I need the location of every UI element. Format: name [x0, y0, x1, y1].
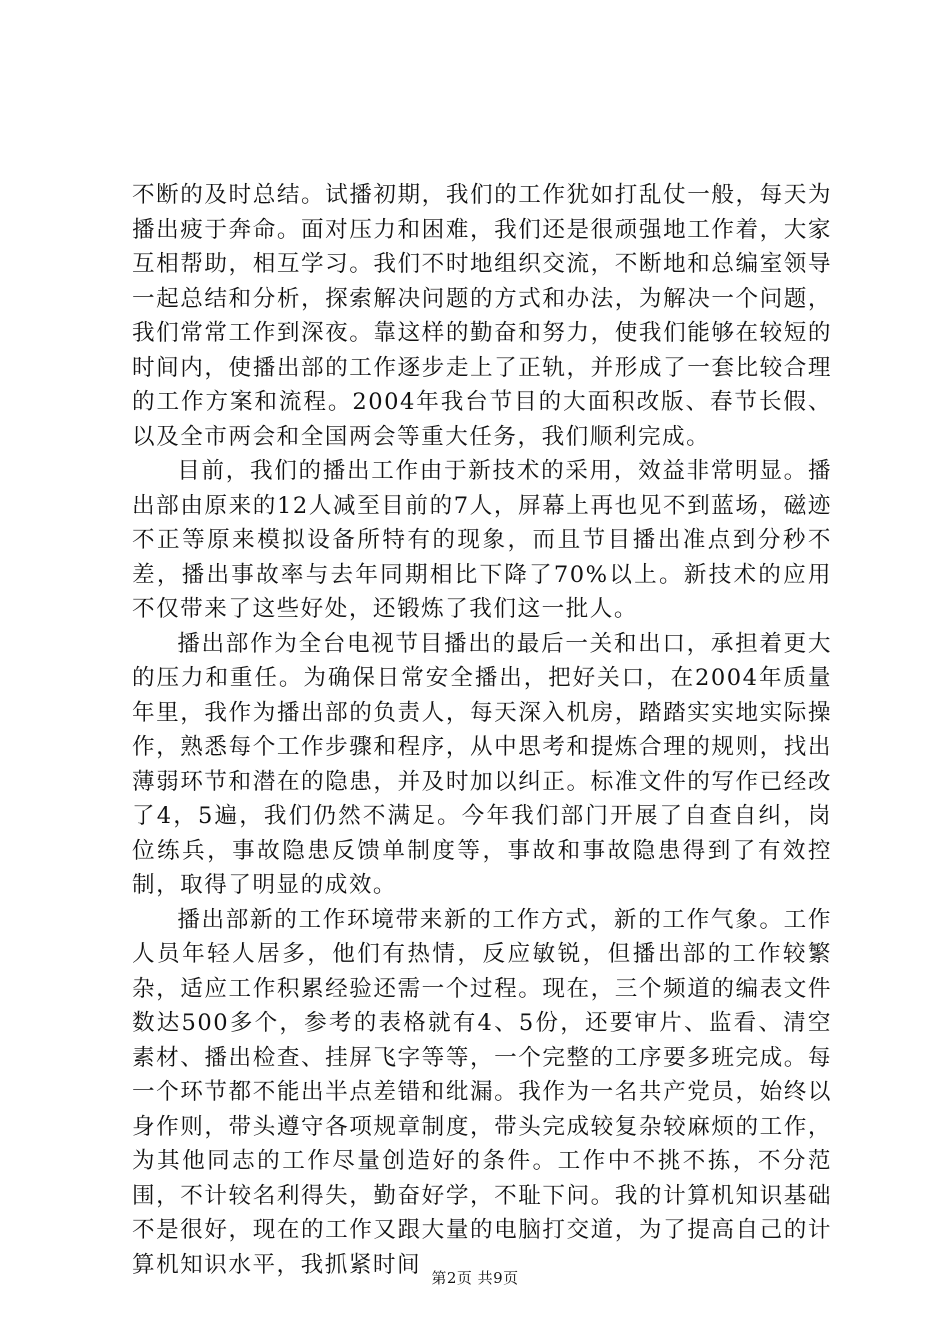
paragraph-3: 播出部作为全台电视节目播出的最后一关和出口，承担着更大的压力和重任。为确保日常安全播出，把好关口，在2004年质量年里，我作为播出部的负责人，每天深入机房，踏踏实实地实际操作，熟悉每个工作步骤和程序，从中思考和提炼合理的规则，找出薄弱环节和潜在的隐患，并及时加以纠正。标准文件的写作已经改了4，5遍，我们仍然不满足。今年我们部门开展了自查自纠，岗位练兵，事故隐患反馈单制度等，事故和事故隐患得到了有效控制，取得了明显的成效。: [132, 630, 832, 898]
page-footer: 第2页 共9页: [431, 1269, 519, 1287]
paragraph-2: 目前，我们的播出工作由于新技术的采用，效益非常明显。播出部由原来的12人减至目前的7人，屏幕上再也见不到蓝场，磁迹不正等原来模拟设备所特有的现象，而且节目播出准点到分秒不差，播出事故率与去年同期相比下降了70%以上。新技术的应用不仅带来了这些好处，还锻炼了我们这一批人。: [132, 458, 832, 622]
paragraph-4: 播出部新的工作环境带来新的工作方式，新的工作气象。工作人员年轻人居多，他们有热情，反应敏锐，但播出部的工作较繁杂，适应工作积累经验还需一个过程。现在，三个频道的编表文件数达500多个，参考的表格就有4、5份，还要审片、监看、清空素材、播出检查、挂屏飞字等等，一个完整的工序要多班完成。每一个环节都不能出半点差错和纰漏。我作为一名共产党员，始终以身作则，带头遵守各项规章制度，带头完成较复杂较麻烦的工作，为其他同志的工作尽量创造好的条件。工作中不挑不拣，不分范围，不计较名利得失，勤奋好学，不耻下问。我的计算机知识基础不是很好，现在的工作又跟大量的电脑打交道，为了提高自己的计算机知识水平，我抓紧时间: [132, 906, 832, 1278]
body-text: [132, 178, 832, 1282]
paragraph-1: 不断的及时总结。试播初期，我们的工作犹如打乱仗一般，每天为播出疲于奔命。面对压力和困难，我们还是很顽强地工作着，大家互相帮助，相互学习。我们不时地组织交流，不断地和总编室领导一起总结和分析，探索解决问题的方式和办法，为解决一个问题，我们常常工作到深夜。靠这样的勤奋和努力，使我们能够在较短的时间内，使播出部的工作逐步走上了正轨，并形成了一套比较合理的工作方案和流程。2004年我台节目的大面积改版、春节长假、以及全市两会和全国两会等重大任务，我们顺利完成。: [132, 182, 832, 450]
